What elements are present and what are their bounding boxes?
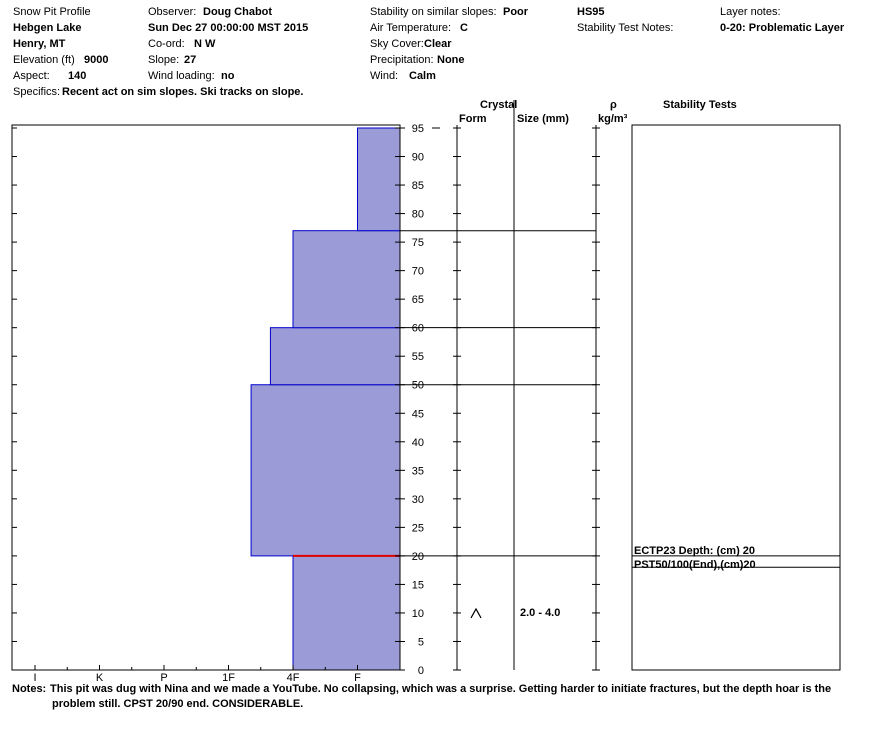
elevation-value: 9000 [84,54,109,66]
location: Hebgen Lake [13,22,82,34]
y-tick-label-45: 45 [411,408,424,421]
depth-hoar-icon [471,609,481,618]
hardness-layers [251,128,400,670]
aspect-label: Aspect: [13,70,50,82]
hardness-bar-1 [251,385,400,556]
stability-notes-label: Stability Test Notes: [577,22,674,34]
datetime: Sun Dec 27 00:00:00 MST 2015 [148,22,309,34]
y-tick-label-40: 40 [411,436,424,449]
y-tick-label-30: 30 [411,493,424,506]
y-tick-label-15: 15 [411,579,424,592]
y-tick-label-65: 65 [411,294,424,307]
coord-label: Co-ord: [148,38,185,50]
y-tick-label-5: 5 [417,636,424,649]
stability-frame [632,125,840,670]
coord-value: N W [194,38,216,50]
x-tick-label-4F: 4F [286,672,300,684]
notes-label: Notes: [12,683,47,695]
hardness-bar-3 [293,231,400,328]
hs-value: HS95 [577,6,605,18]
density-unit: kg/m³ [598,113,628,125]
crystal-markers [471,607,560,619]
y-tick-label-10: 10 [411,607,424,620]
stability-value: Poor [503,6,529,18]
stability-test-0: ECTP23 Depth: (cm) 20 [634,544,756,557]
layer-notes-label: Layer notes: [720,6,781,18]
stability-tests-heading: Stability Tests [663,99,737,111]
x-tick-label-P: P [160,672,168,684]
y-tick-label-55: 55 [411,351,424,364]
hardness-bar-0 [293,556,400,670]
layer-note: 0-20: Problematic Layer [720,22,845,34]
wind-loading-label: Wind loading: [148,70,215,82]
wind-label: Wind: [370,70,399,82]
y-tick-label-20: 20 [411,550,424,563]
x-tick-label-K: K [95,672,104,684]
air-temp-value: C [460,22,468,34]
observer-value: Doug Chabot [203,6,273,18]
y-tick-label-75: 75 [411,237,424,250]
specifics-value: Recent act on sim slopes. Ski tracks on slope. [62,86,304,98]
sky-label: Sky Cover: [370,38,424,50]
hardness-bar-2 [270,328,400,385]
y-tick-label-70: 70 [411,265,424,278]
stability-test-entries [634,545,756,571]
y-tick-label-80: 80 [411,208,424,221]
notes-line-1: This pit was dug with Nina and we made a YouTube. No collapsing, which was a surprise. Getting harder to initiate fractures, but the depth hoar is the [50,683,832,695]
x-tick-label-I: I [33,672,37,684]
y-tick-label-60: 60 [411,322,424,335]
size-heading: Size (mm) [517,113,569,125]
y-tick-label-90: 90 [411,151,424,164]
wind-value: Calm [409,70,436,82]
x-tick-label-F: F [354,672,361,684]
crystal-size-0: 2.0 - 4.0 [520,606,561,619]
profile-title: Snow Pit Profile [13,6,91,18]
stability-label: Stability on similar slopes: [370,6,497,18]
crystal-heading: Crystal [480,99,518,111]
region: Henry, MT [13,38,66,50]
air-temp-label: Air Temperature: [370,22,452,34]
specifics-label: Specifics: [13,86,61,98]
notes-line-2: problem still. CPST 20/90 end. CONSIDERABLE. [52,698,304,710]
x-tick-label-1F: 1F [222,672,235,684]
wind-loading-value: no [221,70,235,82]
form-heading: Form [459,113,487,125]
y-tick-label-35: 35 [411,465,424,478]
precip-value: None [437,54,465,66]
precip-label: Precipitation: [370,54,434,66]
sky-value: Clear [424,38,452,50]
hardness-bar-4 [358,128,401,231]
slope-value: 27 [184,54,197,66]
y-tick-label-95: 95 [411,123,424,135]
y-tick-label-25: 25 [411,522,424,535]
y-tick-label-0: 0 [417,665,424,677]
aspect-value: 140 [68,70,87,82]
elevation-label: Elevation (ft) [13,54,75,66]
y-tick-label-85: 85 [411,180,424,193]
stability-test-1: PST50/100(End),(cm)20 [634,558,756,571]
y-tick-label-50: 50 [411,379,424,392]
density-symbol: ρ [610,99,617,111]
observer-label: Observer: [148,6,197,18]
slope-label: Slope: [148,54,180,66]
